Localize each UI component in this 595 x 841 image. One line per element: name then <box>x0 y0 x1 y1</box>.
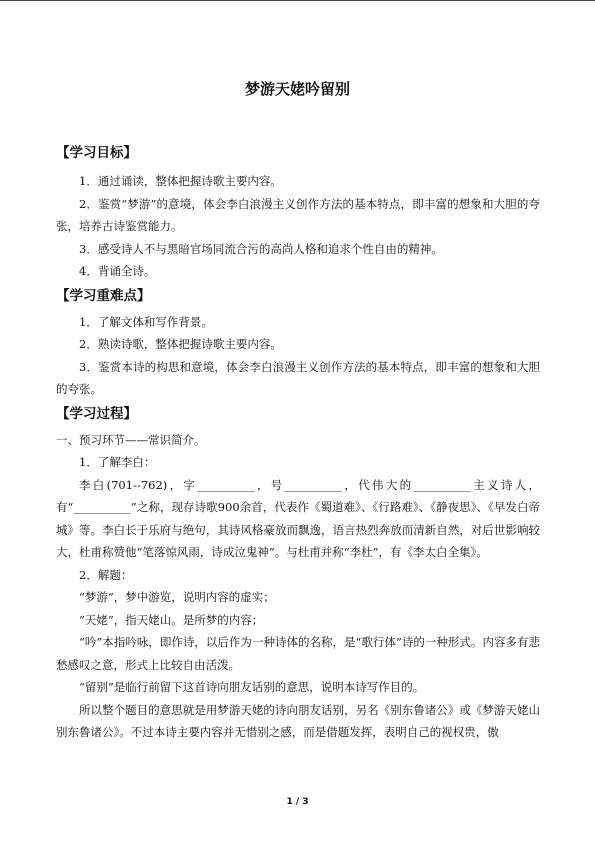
document-body <box>56 140 540 744</box>
li-bai-introduction: 李白(701--762)，字__________，号__________，代伟大的__________主义诗人，有“__________”之称，现存诗歌900余首，代表作《蜀道难》、《行路难》、《静夜思》、《早发白帝城》等。李白长于乐府与绝句，其诗风格豪放而飘逸，语言热烈奔放而清新自然，对后世影响较大，杜甫称赞他“笔落惊风雨，诗成泣鬼神”。与杜甫并称“李杜”，有《李太白全集》。 <box>56 477 540 559</box>
title-explanation: “吟”本指吟咏，即作诗，以后作为一种诗体的名称，是“歌行体”诗的一种形式。内容多有悲愁感叹之意，形式上比较自由活泼。 <box>56 635 540 672</box>
process-subheading: 1．了解李白： <box>79 455 156 469</box>
document-title: 梦游天姥吟留别 <box>244 80 350 98</box>
goal-item: 2．鉴赏“梦游”的意境，体会李白浪漫主义创作方法的基本特点，即丰富的想象和大胆的夸张，培养古诗鉴赏能力。 <box>56 196 540 233</box>
section-heading-keypoints: 【学习重难点】 <box>56 287 151 304</box>
section-heading-process: 【学习过程】 <box>56 405 137 422</box>
keypoint-item: 2．熟读诗歌，整体把握诗歌主要内容。 <box>79 337 282 351</box>
keypoint-item: 1．了解文体和写作背景。 <box>79 314 213 329</box>
page-number: 1 / 3 <box>286 797 309 807</box>
process-step-heading: 一、预习环节——常识简介。 <box>56 432 206 447</box>
top-border-line <box>0 0 595 1</box>
keypoint-item: 3．鉴赏本诗的构思和意境，体会李白浪漫主义创作方法的基本特点，即丰富的想象和大胆的夸张。 <box>56 359 540 396</box>
title-explanation: “梦游”，梦中游览，说明内容的虚实； <box>79 590 275 604</box>
process-subheading: 2．解题： <box>79 567 133 582</box>
title-explanation: “留别”是临行前留下这首诗向朋友话别的意思，说明本诗写作目的。 <box>79 680 425 694</box>
section-heading-goals: 【学习目标】 <box>56 145 137 161</box>
title-explanation: “天姥”，指天姥山。是所梦的内容； <box>79 612 264 627</box>
goal-item: 4．背诵全诗。 <box>79 264 156 278</box>
goal-item: 3．感受诗人不与黑暗官场同流合污的高尚人格和追求个性自由的精神。 <box>79 241 443 256</box>
title-explanation: 所以整个题目的意思就是用梦游天姥的诗向朋友话别，另名《别东鲁诸公》或《梦游天姥山别东鲁诸公》。不过本诗主要内容并无惜别之感，而是借题发挥，表明自己的视权贵，傲 <box>56 702 540 739</box>
goal-item: 1．通过诵读，整体把握诗歌主要内容。 <box>79 174 282 188</box>
